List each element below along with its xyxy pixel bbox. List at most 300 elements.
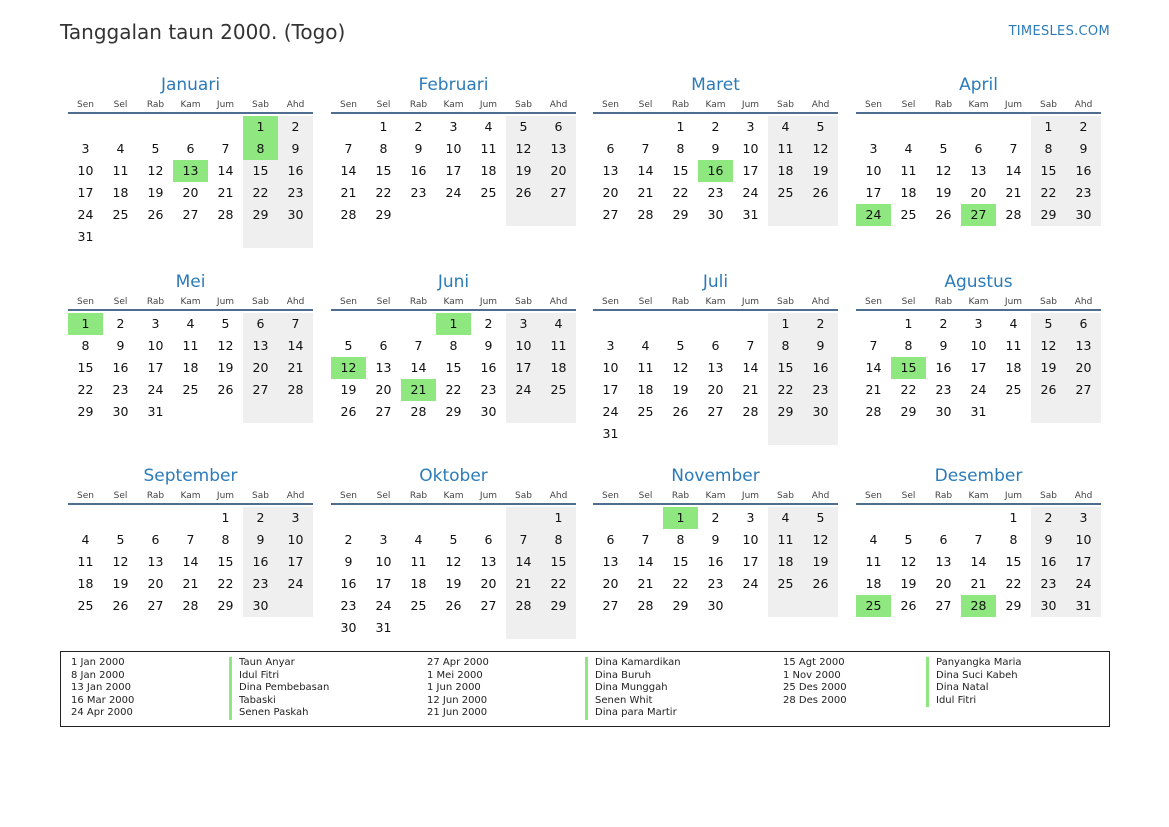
day-cell[interactable]: 24 [506,379,541,401]
day-cell[interactable]: 22 [672,185,689,200]
day-cell[interactable]: 9 [344,554,353,569]
day-cell[interactable]: 29 [445,404,462,419]
day-cell[interactable]: 16 [1031,551,1066,573]
day-cell[interactable]: 28 [278,379,313,401]
day-cell[interactable]: 23 [707,576,724,591]
day-cell[interactable]: 17 [865,185,882,200]
day-cell[interactable]: 3 [278,507,313,529]
day-cell[interactable]: 24 [147,382,164,397]
day-cell[interactable]: 25 [410,598,427,613]
day-cell[interactable]: 29 [900,404,917,419]
day-cell[interactable]: 30 [112,404,129,419]
holiday-day-cell[interactable]: 1 [436,313,471,335]
day-cell[interactable]: 29 [77,404,94,419]
holiday-day-cell[interactable]: 12 [331,357,366,379]
day-cell[interactable]: 26 [672,404,689,419]
day-cell[interactable]: 14 [278,335,313,357]
day-cell[interactable]: 20 [182,185,199,200]
day-cell[interactable]: 12 [935,163,952,178]
day-cell[interactable]: 26 [112,598,129,613]
day-cell[interactable]: 6 [711,338,720,353]
day-cell[interactable]: 7 [974,532,983,547]
day-cell[interactable]: 27 [707,404,724,419]
day-cell[interactable]: 4 [768,507,803,529]
day-cell[interactable]: 19 [147,185,164,200]
day-cell[interactable]: 17 [77,185,94,200]
day-cell[interactable]: 22 [77,382,94,397]
day-cell[interactable]: 24 [742,576,759,591]
holiday-day-cell[interactable]: 27 [961,204,996,226]
holiday-day-cell[interactable]: 28 [961,595,996,617]
day-cell[interactable]: 28 [217,207,234,222]
day-cell[interactable]: 2 [243,507,278,529]
day-cell[interactable]: 13 [707,360,724,375]
day-cell[interactable]: 25 [182,382,199,397]
day-cell[interactable]: 17 [742,554,759,569]
day-cell[interactable]: 4 [541,313,576,335]
day-cell[interactable]: 13 [480,554,497,569]
day-cell[interactable]: 19 [1031,357,1066,379]
day-cell[interactable]: 18 [900,185,917,200]
day-cell[interactable]: 11 [768,529,803,551]
day-cell[interactable]: 29 [1031,204,1066,226]
holiday-day-cell[interactable]: 24 [856,204,891,226]
day-cell[interactable]: 12 [506,138,541,160]
day-cell[interactable]: 7 [869,338,878,353]
day-cell[interactable]: 17 [506,357,541,379]
day-cell[interactable]: 12 [217,338,234,353]
day-cell[interactable]: 21 [217,185,234,200]
day-cell[interactable]: 24 [970,382,987,397]
day-cell[interactable]: 27 [480,598,497,613]
day-cell[interactable]: 15 [1005,554,1022,569]
day-cell[interactable]: 6 [541,116,576,138]
day-cell[interactable]: 28 [410,404,427,419]
day-cell[interactable]: 25 [77,598,94,613]
day-cell[interactable]: 4 [484,119,493,134]
day-cell[interactable]: 5 [1031,313,1066,335]
day-cell[interactable]: 2 [939,316,948,331]
day-cell[interactable]: 15 [445,360,462,375]
day-cell[interactable]: 2 [484,316,493,331]
day-cell[interactable]: 15 [243,160,278,182]
day-cell[interactable]: 14 [637,554,654,569]
day-cell[interactable]: 10 [742,532,759,547]
day-cell[interactable]: 10 [970,338,987,353]
day-cell[interactable]: 12 [803,138,838,160]
day-cell[interactable]: 29 [672,598,689,613]
day-cell[interactable]: 23 [278,182,313,204]
day-cell[interactable]: 29 [768,401,803,423]
day-cell[interactable]: 9 [1066,138,1101,160]
day-cell[interactable]: 3 [81,141,90,156]
day-cell[interactable]: 15 [77,360,94,375]
day-cell[interactable]: 20 [602,185,619,200]
day-cell[interactable]: 13 [935,554,952,569]
day-cell[interactable]: 1 [541,507,576,529]
day-cell[interactable]: 28 [340,207,357,222]
day-cell[interactable]: 2 [803,313,838,335]
day-cell[interactable]: 5 [506,116,541,138]
day-cell[interactable]: 18 [768,551,803,573]
day-cell[interactable]: 21 [278,357,313,379]
day-cell[interactable]: 31 [742,207,759,222]
day-cell[interactable]: 15 [768,357,803,379]
day-cell[interactable]: 9 [116,338,125,353]
day-cell[interactable]: 6 [606,532,615,547]
day-cell[interactable]: 19 [506,160,541,182]
day-cell[interactable]: 18 [637,382,654,397]
holiday-day-cell[interactable]: 1 [663,507,698,529]
day-cell[interactable]: 2 [116,316,125,331]
day-cell[interactable]: 28 [182,598,199,613]
day-cell[interactable]: 9 [278,138,313,160]
day-cell[interactable]: 16 [340,576,357,591]
day-cell[interactable]: 22 [1031,182,1066,204]
day-cell[interactable]: 6 [151,532,160,547]
day-cell[interactable]: 5 [151,141,160,156]
day-cell[interactable]: 21 [182,576,199,591]
day-cell[interactable]: 27 [182,207,199,222]
day-cell[interactable]: 12 [803,529,838,551]
day-cell[interactable]: 10 [742,141,759,156]
holiday-day-cell[interactable]: 21 [401,379,436,401]
day-cell[interactable]: 7 [414,338,423,353]
day-cell[interactable]: 3 [379,532,388,547]
day-cell[interactable]: 20 [935,576,952,591]
day-cell[interactable]: 13 [147,554,164,569]
day-cell[interactable]: 21 [1005,185,1022,200]
day-cell[interactable]: 30 [1066,204,1101,226]
day-cell[interactable]: 23 [1031,573,1066,595]
day-cell[interactable]: 28 [506,595,541,617]
day-cell[interactable]: 7 [506,529,541,551]
day-cell[interactable]: 8 [1031,138,1066,160]
day-cell[interactable]: 30 [1031,595,1066,617]
day-cell[interactable]: 19 [935,185,952,200]
brand-link[interactable]: TIMESLES.COM [1008,24,1110,39]
day-cell[interactable]: 4 [414,532,423,547]
day-cell[interactable]: 3 [746,119,755,134]
day-cell[interactable]: 15 [541,551,576,573]
day-cell[interactable]: 8 [676,141,685,156]
day-cell[interactable]: 24 [742,185,759,200]
day-cell[interactable]: 11 [541,335,576,357]
day-cell[interactable]: 21 [637,576,654,591]
day-cell[interactable]: 24 [1066,573,1101,595]
day-cell[interactable]: 27 [147,598,164,613]
day-cell[interactable]: 13 [375,360,392,375]
day-cell[interactable]: 10 [506,335,541,357]
day-cell[interactable]: 9 [1031,529,1066,551]
day-cell[interactable]: 3 [151,316,160,331]
day-cell[interactable]: 3 [1066,507,1101,529]
day-cell[interactable]: 30 [340,620,357,635]
day-cell[interactable]: 6 [606,141,615,156]
day-cell[interactable]: 3 [449,119,458,134]
day-cell[interactable]: 17 [1066,551,1101,573]
day-cell[interactable]: 4 [81,532,90,547]
day-cell[interactable]: 23 [410,185,427,200]
day-cell[interactable]: 9 [711,141,720,156]
day-cell[interactable]: 10 [375,554,392,569]
day-cell[interactable]: 2 [711,510,720,525]
holiday-day-cell[interactable]: 13 [173,160,208,182]
day-cell[interactable]: 30 [480,404,497,419]
day-cell[interactable]: 12 [1031,335,1066,357]
day-cell[interactable]: 31 [375,620,392,635]
day-cell[interactable]: 10 [602,360,619,375]
day-cell[interactable]: 29 [672,207,689,222]
day-cell[interactable]: 29 [541,595,576,617]
day-cell[interactable]: 20 [480,576,497,591]
day-cell[interactable]: 26 [340,404,357,419]
day-cell[interactable]: 23 [340,598,357,613]
day-cell[interactable]: 11 [900,163,917,178]
day-cell[interactable]: 1 [768,313,803,335]
day-cell[interactable]: 1 [676,119,685,134]
day-cell[interactable]: 4 [641,338,650,353]
day-cell[interactable]: 10 [865,163,882,178]
day-cell[interactable]: 19 [340,382,357,397]
day-cell[interactable]: 22 [243,182,278,204]
day-cell[interactable]: 17 [742,163,759,178]
day-cell[interactable]: 11 [410,554,427,569]
day-cell[interactable]: 27 [602,207,619,222]
day-cell[interactable]: 27 [935,598,952,613]
day-cell[interactable]: 23 [243,573,278,595]
day-cell[interactable]: 14 [637,163,654,178]
day-cell[interactable]: 13 [602,163,619,178]
day-cell[interactable]: 28 [742,404,759,419]
day-cell[interactable]: 5 [449,532,458,547]
day-cell[interactable]: 14 [340,163,357,178]
day-cell[interactable]: 27 [243,379,278,401]
day-cell[interactable]: 27 [541,182,576,204]
day-cell[interactable]: 25 [480,185,497,200]
day-cell[interactable]: 21 [506,573,541,595]
day-cell[interactable]: 19 [672,382,689,397]
day-cell[interactable]: 22 [672,576,689,591]
day-cell[interactable]: 25 [1005,382,1022,397]
day-cell[interactable]: 21 [742,382,759,397]
day-cell[interactable]: 16 [707,554,724,569]
day-cell[interactable]: 24 [278,573,313,595]
day-cell[interactable]: 17 [970,360,987,375]
day-cell[interactable]: 4 [768,116,803,138]
day-cell[interactable]: 4 [904,141,913,156]
day-cell[interactable]: 15 [672,163,689,178]
day-cell[interactable]: 11 [112,163,129,178]
day-cell[interactable]: 8 [676,532,685,547]
day-cell[interactable]: 1 [904,316,913,331]
holiday-day-cell[interactable]: 15 [891,357,926,379]
day-cell[interactable]: 11 [182,338,199,353]
day-cell[interactable]: 7 [1009,141,1018,156]
day-cell[interactable]: 22 [900,382,917,397]
day-cell[interactable]: 5 [803,507,838,529]
day-cell[interactable]: 26 [217,382,234,397]
day-cell[interactable]: 30 [243,595,278,617]
day-cell[interactable]: 31 [1066,595,1101,617]
day-cell[interactable]: 20 [707,382,724,397]
day-cell[interactable]: 2 [278,116,313,138]
holiday-day-cell[interactable]: 1 [243,116,278,138]
day-cell[interactable]: 15 [217,554,234,569]
day-cell[interactable]: 30 [707,207,724,222]
day-cell[interactable]: 28 [1005,207,1022,222]
day-cell[interactable]: 30 [935,404,952,419]
day-cell[interactable]: 22 [445,382,462,397]
day-cell[interactable]: 22 [217,576,234,591]
day-cell[interactable]: 14 [865,360,882,375]
day-cell[interactable]: 29 [1005,598,1022,613]
day-cell[interactable]: 28 [637,207,654,222]
day-cell[interactable]: 9 [939,338,948,353]
day-cell[interactable]: 6 [1066,313,1101,335]
day-cell[interactable]: 8 [541,529,576,551]
day-cell[interactable]: 31 [602,426,619,441]
holiday-day-cell[interactable]: 8 [243,138,278,160]
day-cell[interactable]: 5 [116,532,125,547]
day-cell[interactable]: 12 [147,163,164,178]
day-cell[interactable]: 21 [637,185,654,200]
day-cell[interactable]: 20 [602,576,619,591]
day-cell[interactable]: 20 [1066,357,1101,379]
day-cell[interactable]: 4 [1009,316,1018,331]
day-cell[interactable]: 17 [147,360,164,375]
day-cell[interactable]: 3 [506,313,541,335]
day-cell[interactable]: 21 [865,382,882,397]
day-cell[interactable]: 6 [974,141,983,156]
day-cell[interactable]: 20 [541,160,576,182]
day-cell[interactable]: 18 [112,185,129,200]
day-cell[interactable]: 19 [900,576,917,591]
day-cell[interactable]: 15 [1031,160,1066,182]
day-cell[interactable]: 25 [768,182,803,204]
day-cell[interactable]: 27 [602,598,619,613]
day-cell[interactable]: 5 [676,338,685,353]
day-cell[interactable]: 23 [707,185,724,200]
day-cell[interactable]: 24 [445,185,462,200]
day-cell[interactable]: 30 [803,401,838,423]
day-cell[interactable]: 31 [77,229,94,244]
holiday-day-cell[interactable]: 1 [68,313,103,335]
day-cell[interactable]: 2 [1066,116,1101,138]
day-cell[interactable]: 29 [243,204,278,226]
day-cell[interactable]: 5 [221,316,230,331]
day-cell[interactable]: 11 [480,141,497,156]
day-cell[interactable]: 6 [379,338,388,353]
day-cell[interactable]: 26 [506,182,541,204]
day-cell[interactable]: 19 [112,576,129,591]
day-cell[interactable]: 16 [1066,160,1101,182]
day-cell[interactable]: 15 [375,163,392,178]
day-cell[interactable]: 4 [186,316,195,331]
day-cell[interactable]: 17 [375,576,392,591]
day-cell[interactable]: 9 [414,141,423,156]
day-cell[interactable]: 18 [410,576,427,591]
day-cell[interactable]: 19 [217,360,234,375]
day-cell[interactable]: 4 [116,141,125,156]
day-cell[interactable]: 24 [602,404,619,419]
day-cell[interactable]: 19 [803,551,838,573]
day-cell[interactable]: 7 [221,141,230,156]
day-cell[interactable]: 23 [112,382,129,397]
day-cell[interactable]: 23 [935,382,952,397]
day-cell[interactable]: 8 [904,338,913,353]
day-cell[interactable]: 12 [112,554,129,569]
day-cell[interactable]: 14 [506,551,541,573]
day-cell[interactable]: 22 [541,573,576,595]
day-cell[interactable]: 11 [637,360,654,375]
day-cell[interactable]: 13 [243,335,278,357]
day-cell[interactable]: 17 [278,551,313,573]
day-cell[interactable]: 31 [970,404,987,419]
day-cell[interactable]: 8 [449,338,458,353]
day-cell[interactable]: 16 [935,360,952,375]
day-cell[interactable]: 9 [803,335,838,357]
day-cell[interactable]: 16 [803,357,838,379]
day-cell[interactable]: 11 [1005,338,1022,353]
day-cell[interactable]: 27 [375,404,392,419]
day-cell[interactable]: 3 [974,316,983,331]
day-cell[interactable]: 11 [768,138,803,160]
day-cell[interactable]: 7 [746,338,755,353]
day-cell[interactable]: 21 [340,185,357,200]
day-cell[interactable]: 26 [900,598,917,613]
day-cell[interactable]: 25 [112,207,129,222]
day-cell[interactable]: 16 [112,360,129,375]
day-cell[interactable]: 21 [970,576,987,591]
day-cell[interactable]: 1 [1031,116,1066,138]
holiday-day-cell[interactable]: 16 [698,160,733,182]
day-cell[interactable]: 1 [379,119,388,134]
day-cell[interactable]: 24 [375,598,392,613]
day-cell[interactable]: 7 [344,141,353,156]
day-cell[interactable]: 23 [803,379,838,401]
day-cell[interactable]: 12 [445,554,462,569]
day-cell[interactable]: 20 [375,382,392,397]
day-cell[interactable]: 20 [970,185,987,200]
day-cell[interactable]: 16 [410,163,427,178]
day-cell[interactable]: 7 [641,141,650,156]
day-cell[interactable]: 12 [672,360,689,375]
day-cell[interactable]: 24 [77,207,94,222]
day-cell[interactable]: 22 [375,185,392,200]
day-cell[interactable]: 14 [742,360,759,375]
day-cell[interactable]: 18 [768,160,803,182]
day-cell[interactable]: 8 [81,338,90,353]
day-cell[interactable]: 26 [935,207,952,222]
day-cell[interactable]: 12 [900,554,917,569]
day-cell[interactable]: 8 [379,141,388,156]
day-cell[interactable]: 28 [637,598,654,613]
day-cell[interactable]: 3 [869,141,878,156]
day-cell[interactable]: 30 [707,598,724,613]
day-cell[interactable]: 9 [484,338,493,353]
day-cell[interactable]: 26 [1031,379,1066,401]
day-cell[interactable]: 10 [445,141,462,156]
holiday-day-cell[interactable]: 25 [856,595,891,617]
day-cell[interactable]: 18 [541,357,576,379]
day-cell[interactable]: 2 [1031,507,1066,529]
day-cell[interactable]: 3 [746,510,755,525]
day-cell[interactable]: 14 [970,554,987,569]
day-cell[interactable]: 13 [970,163,987,178]
day-cell[interactable]: 25 [768,573,803,595]
day-cell[interactable]: 5 [803,116,838,138]
